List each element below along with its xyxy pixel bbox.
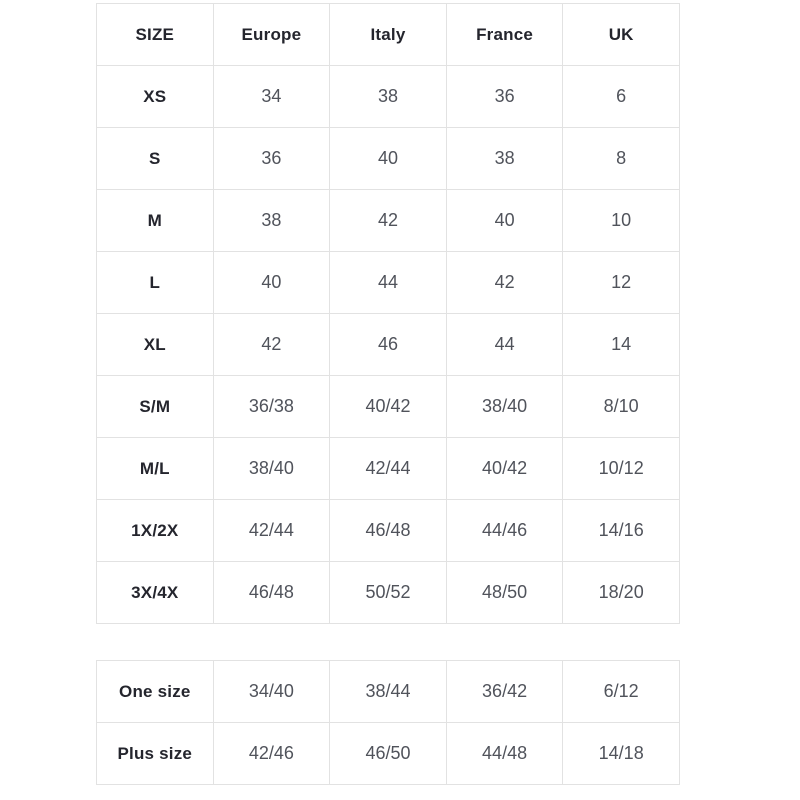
row-label-1x-2x: 1X/2X — [97, 500, 214, 562]
size-value-cell: 14 — [563, 314, 680, 376]
size-value-cell: 38 — [446, 128, 563, 190]
size-value-cell: 40 — [446, 190, 563, 252]
special-size-table — [96, 660, 680, 785]
row-label-one-size: One size — [97, 661, 214, 723]
size-value-cell: 42 — [213, 314, 330, 376]
size-value-cell: 38 — [330, 66, 447, 128]
table-row-plus-size — [97, 723, 680, 785]
size-value-cell: 36/38 — [213, 376, 330, 438]
size-value-cell: 46 — [330, 314, 447, 376]
size-value-cell: 36 — [213, 128, 330, 190]
size-value-cell: 42 — [330, 190, 447, 252]
size-value-cell: 38 — [213, 190, 330, 252]
table-row-xs — [97, 66, 680, 128]
size-value-cell: 44 — [446, 314, 563, 376]
size-value-cell: 44/48 — [446, 723, 563, 785]
size-value-cell: 42 — [446, 252, 563, 314]
table-row-s-m — [97, 376, 680, 438]
row-label-plus-size: Plus size — [97, 723, 214, 785]
size-value-cell: 18/20 — [563, 562, 680, 624]
size-value-cell: 46/48 — [213, 562, 330, 624]
size-value-cell: 44 — [330, 252, 447, 314]
size-value-cell: 44/46 — [446, 500, 563, 562]
size-value-cell: 46/50 — [330, 723, 447, 785]
size-value-cell: 46/48 — [330, 500, 447, 562]
row-label-l: L — [97, 252, 214, 314]
header-row — [97, 4, 680, 66]
table-row-xl — [97, 314, 680, 376]
size-value-cell: 34 — [213, 66, 330, 128]
size-value-cell: 38/44 — [330, 661, 447, 723]
table-row-m — [97, 190, 680, 252]
column-header-france: France — [446, 4, 563, 66]
row-label-s: S — [97, 128, 214, 190]
size-value-cell: 42/44 — [213, 500, 330, 562]
size-conversion-table — [96, 3, 680, 624]
table-row-l — [97, 252, 680, 314]
size-value-cell: 14/18 — [563, 723, 680, 785]
size-value-cell: 40 — [213, 252, 330, 314]
row-label-xl: XL — [97, 314, 214, 376]
size-value-cell: 8 — [563, 128, 680, 190]
size-value-cell: 40/42 — [330, 376, 447, 438]
size-value-cell: 48/50 — [446, 562, 563, 624]
size-value-cell: 38/40 — [213, 438, 330, 500]
size-value-cell: 34/40 — [213, 661, 330, 723]
column-header-europe: Europe — [213, 4, 330, 66]
size-value-cell: 12 — [563, 252, 680, 314]
size-value-cell: 42/46 — [213, 723, 330, 785]
size-value-cell: 42/44 — [330, 438, 447, 500]
table-row-one-size — [97, 661, 680, 723]
size-value-cell: 6/12 — [563, 661, 680, 723]
size-value-cell: 36 — [446, 66, 563, 128]
row-label-s-m: S/M — [97, 376, 214, 438]
size-value-cell: 36/42 — [446, 661, 563, 723]
size-value-cell: 40/42 — [446, 438, 563, 500]
column-header-italy: Italy — [330, 4, 447, 66]
row-label-xs: XS — [97, 66, 214, 128]
row-label-m: M — [97, 190, 214, 252]
table-row-1x-2x — [97, 500, 680, 562]
column-header-size: SIZE — [97, 4, 214, 66]
size-value-cell: 10 — [563, 190, 680, 252]
table-row-3x-4x — [97, 562, 680, 624]
column-header-uk: UK — [563, 4, 680, 66]
row-label-m-l: M/L — [97, 438, 214, 500]
size-value-cell: 50/52 — [330, 562, 447, 624]
size-value-cell: 38/40 — [446, 376, 563, 438]
size-value-cell: 10/12 — [563, 438, 680, 500]
size-value-cell: 6 — [563, 66, 680, 128]
table-row-m-l — [97, 438, 680, 500]
row-label-3x-4x: 3X/4X — [97, 562, 214, 624]
size-value-cell: 14/16 — [563, 500, 680, 562]
table-row-s — [97, 128, 680, 190]
size-value-cell: 8/10 — [563, 376, 680, 438]
size-value-cell: 40 — [330, 128, 447, 190]
